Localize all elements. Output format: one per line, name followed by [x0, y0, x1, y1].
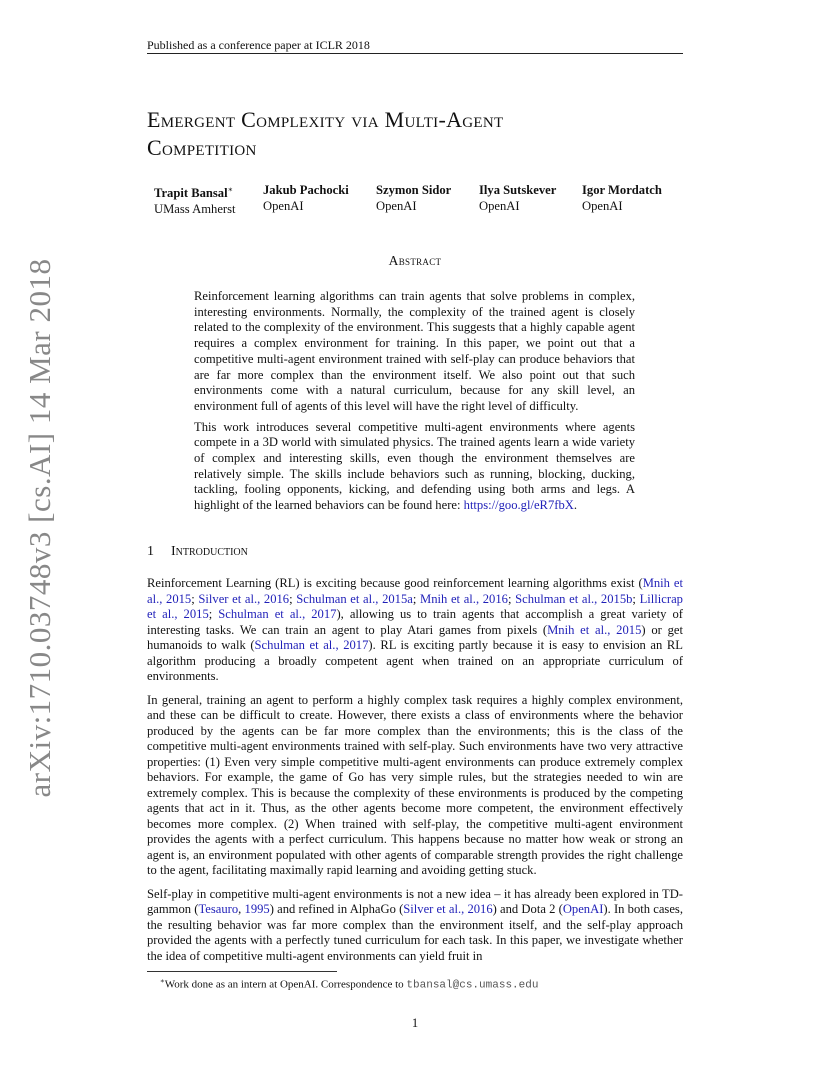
title-line-1: Emergent Complexity via Multi-Agent [147, 107, 504, 132]
citation-link[interactable]: Silver et al., 2016 [198, 591, 290, 606]
section-title: Introduction [171, 544, 248, 559]
author-name: Trapit Bansal [154, 186, 228, 201]
paragraph-text: ; [208, 607, 219, 621]
running-header: Published as a conference paper at ICLR 2018 [147, 38, 370, 52]
abstract-body [194, 289, 635, 519]
intro-paragraph-1 [147, 576, 683, 685]
paragraph-text: ) and Dota 2 ( [492, 902, 563, 916]
arxiv-stamp: arXiv:1710.03748v3 [cs.AI] 14 Mar 2018 [22, 258, 57, 798]
author-affiliation: OpenAI [582, 199, 623, 213]
paragraph-text: ) or get humanoids to walk ( [147, 622, 683, 652]
author-5 [582, 182, 662, 214]
citation-link[interactable]: Lillicrap et al., 2015 [147, 591, 683, 621]
abstract-paragraph-2 [194, 420, 635, 514]
citation-link[interactable]: Schulman et al., 2017 [254, 638, 369, 652]
section-heading [147, 544, 248, 560]
paragraph-text: ), allowing us to train agents that accomplish a great variety of interesting tasks. We can train an agent to play Atari games from pixels ( [147, 607, 683, 637]
paragraph-text: Reinforcement Learning (RL) is exciting because good reinforcement learning algorithms exist ( [147, 576, 643, 590]
citation-link[interactable]: Mnih et al., 2015 [547, 622, 642, 637]
citation-link[interactable]: Mnih et al., 2016 [420, 591, 508, 606]
title-line-2: Competition [147, 135, 257, 160]
footnote-text: Work done as an intern at OpenAI. Correspondence to [164, 978, 407, 991]
author-name: Szymon Sidor [376, 183, 452, 197]
citation-link[interactable]: Silver et al., 2016 [403, 902, 493, 916]
author-affiliation: OpenAI [263, 199, 304, 213]
author-name: Jakub Pachocki [263, 183, 349, 197]
paragraph-text: ; [412, 591, 421, 606]
citation-link[interactable]: Schulman et al., 2015b [515, 591, 633, 606]
section-number: 1 [147, 544, 154, 559]
page-number: 1 [411, 1016, 419, 1030]
footnote [160, 977, 680, 992]
paragraph-text: ). In both cases, the resulting behavior was far more complex than the environment itself, and the self-play approach provided the agents with a perfectly tuned curriculum for each task. In this paper, we investigate whether the idea of competitive multi-agent environments can yield fruit in [147, 902, 683, 963]
paragraph-text: , [238, 902, 245, 916]
footnote-email[interactable]: tbansal@cs.umass.edu [406, 979, 539, 992]
author-affiliation: UMass Amherst [154, 202, 236, 217]
citation-link[interactable]: OpenAI [562, 902, 604, 916]
author-affiliation: OpenAI [479, 199, 520, 213]
abstract-heading: Abstract [388, 253, 442, 268]
footnote-mark: ∗ [160, 977, 165, 985]
citation-link[interactable]: Schulman et al., 2015a [296, 591, 413, 606]
abstract-paragraph-2-text: This work introduces several competitive multi-agent environments where agents compete in a 3D world with simulated physics. The trained agents learn a wide variety of complex and interesting skills, even though the environment themselves are relatively simple. The skills include behaviors such as running, blocking, ducking, tackling, fooling opponents, kicking, and defending using both arms and legs. A highlight of the learned behaviors can be found here: [194, 419, 635, 513]
citation-link[interactable]: 1995 [244, 902, 270, 916]
paragraph-text: ). RL is exciting partly because it is easy to envision an RL algorithm producing a broadly competent agent when trained on an appropriate curriculum of environments. [147, 638, 683, 683]
author-4 [479, 182, 556, 214]
author-affiliation: OpenAI [376, 199, 417, 213]
paragraph-text: ) and refined in AlphaGo ( [269, 902, 404, 916]
author-name: Igor Mordatch [582, 183, 662, 197]
paragraph-text: ; [191, 591, 199, 606]
paragraph-text: ; [507, 591, 516, 606]
author-3 [376, 182, 451, 214]
paragraph-text: ; [289, 591, 297, 606]
intro-paragraph-3 [147, 887, 683, 965]
author-2 [263, 182, 349, 214]
abstract-video-link[interactable]: https://goo.gl/eR7fbX [463, 498, 574, 513]
author-footnote-mark: ∗ [227, 185, 234, 194]
abstract-period: . [573, 498, 577, 513]
paragraph-text: ; [632, 591, 640, 606]
intro-paragraph-2: In general, training an agent to perform a highly complex task requires a highly complex environment, and these can be difficult to create. However, there exists a class of environments where the behavior produced by the agents can be far more complex than the environments; this is the class of the competitive multi-agent environments trained with self-play. Such environments have two very attractive properties: (1) Even very simple competitive multi-agent environments can produce extremely complex behaviors. For example, the game of Go has very simple rules, but the strategies needed to win are extremely complex. This is because the complexity of these environments is produced by the competing agents that act in it. Thus, as the other agents become more competent, the environment effectively becomes more complex. (2) When trained with self-play, the competitive multi-agent environment provides the agents with a perfect curriculum. This happens because no matter how weak or strong an agent is, an environment populated with other agents of comparable strength provides the right challenge to the agent, facilitating maximally rapid learning and avoiding getting stuck. [147, 692, 683, 877]
header-rule [147, 53, 683, 54]
author-name: Ilya Sutskever [479, 183, 557, 197]
abstract-paragraph-1: Reinforcement learning algorithms can train agents that solve problems in complex, interesting environments. Normally, the complexity of the trained agent is closely related to the complexity of the environment. This suggests that a highly capable agent requires a complex environment for training. In this paper, we point out that a competitive multi-agent environment trained with self-play can produce behaviors that are far more complex than the environment itself. We also point out that such environments come with a natural curriculum, because for any skill level, an environment full of agents of this level will have the right level of difficulty. [194, 289, 635, 413]
footnote-rule [147, 971, 337, 972]
citation-link[interactable]: Mnih et al., 2015 [147, 576, 683, 606]
citation-link[interactable]: Schulman et al., 2017 [218, 607, 337, 621]
author-1 [154, 182, 236, 217]
paragraph-text: Self-play in competitive multi-agent environments is not a new idea – it has already been explored in TD-gammon ( [147, 886, 683, 916]
intro-body [147, 576, 683, 972]
paper-title [147, 106, 683, 162]
citation-link[interactable]: Tesauro [198, 902, 239, 916]
